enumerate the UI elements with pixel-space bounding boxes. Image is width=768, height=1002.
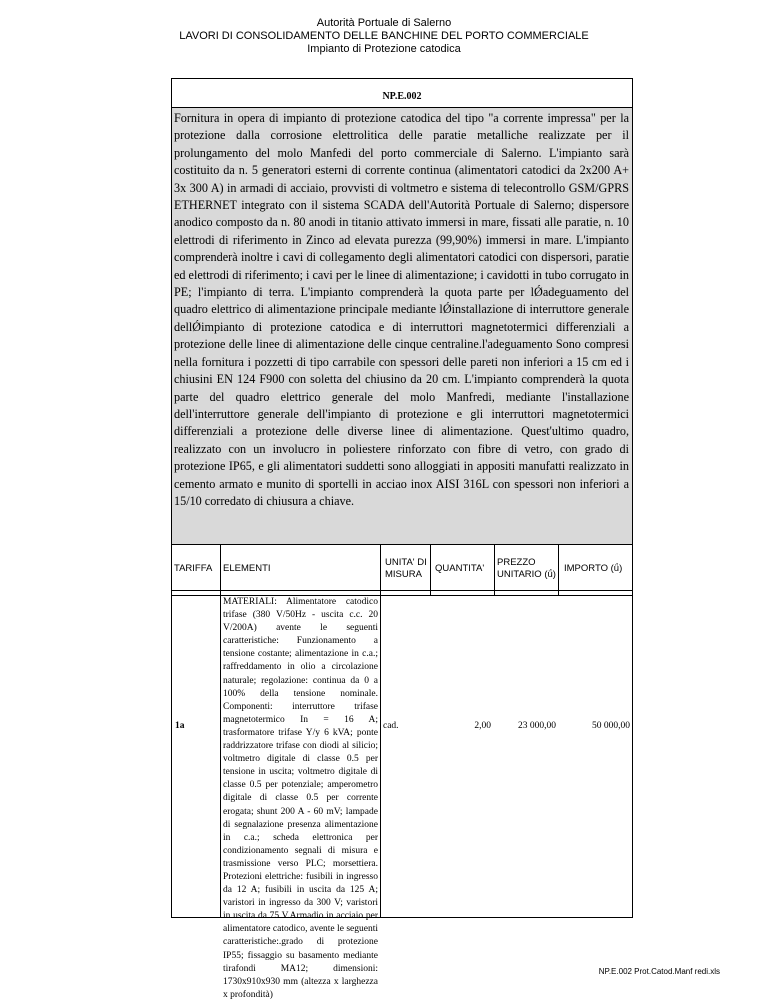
row-unita: cad. [383,721,399,731]
item-description: Fornitura in opera di impianto di protezione catodica del tipo "a corrente impressa" per la protezione dalla corrosione elettrolitica delle paratie metalliche realizzate per il prolungamento del molo Manfedi del porto commerciale di Salerno. L'impianto sarà costituito da n. 5 generatori esterni di corrente continua (alimentatori catodici da 2x200 A+ 3x 300 A) in armadi di acciaio, provvisti di voltmetro e sistema di telecontrollo GSM/GPRS ETHERNET integrato con il sistema SCADA dell'Autorità Portuale di Salerno; dispersore anodico composto da n. 80 anodi in titanio attivato immersi in mare, fissati alle paratie, n. 10 elettrodi di riferimento in Zinco ad elevata purezza (99,90%) immersi in mare. L'impianto comprenderà inoltre i cavi di collegamento degli alimentatori catodici con dispersori, paratie ed elettrodi di riferimento; i cavi per le linee di alimentazione; i cavidotti in tubo corrugato in PE; l'impianto di terra. L'impianto comprenderà la quota parte per lǾadeguamento del quadro elettrico di alimentazione principale mediante lǾinstallazione di interruttore generale dellǾimpianto di protezione catodica e di interruttori magnetotermici differenziali a protezione delle linee di alimentazione delle cinque centraline.l'adeguamento Sono compresi nella fornitura i pozzetti di tipo carrabile con spessori delle pareti non inferiori a 15 cm ed i chiusini EN 124 F900 con soletta del chiusino da 20 cm. L'impianto comprenderà la quota parte del quadro elettrico generale del molo Manfredi, mediante l'installazione dell'interruttore generale dell'impianto di protezione e gli interruttori magnetotermici differenziali a protezione delle diverse linee di alimentazione. Quest'ultimo quadro, realizzato con un involucro in poliestere rinforzato con fibre di vetro, con grado di protezione IP65, e gli alimentatori suddetti sono alloggiati in appositi manufatti realizzato in cemento armato e munito di sportelli in acciao inox AISI 316L con spessori non inferiori a 15/10 corredato di chiusura a chiave. [174,111,629,508]
header-authority: Autorità Portuale di Salerno [316,17,452,29]
col-elementi: ELEMENTI [223,563,271,574]
divider-prezzo [558,545,559,595]
col-prezzo-line2: UNITARIO (ǘ) [497,569,556,580]
col-prezzo-line1: PREZZO [497,557,536,568]
divider-elementi [380,545,381,917]
row-quantita: 2,00 [474,721,491,731]
row-importo: 50 000,00 [592,721,630,731]
col-tariffa: TARIFFA [174,563,213,574]
price-analysis-sheet [171,78,633,1000]
header-project: LAVORI DI CONSOLIDAMENTO DELLE BANCHINE DEL PORTO COMMERCIALE [179,30,589,42]
row-prezzo: 23 000,00 [518,721,556,731]
description-box [172,107,632,545]
col-unita-line1: UNITA' DI [385,557,427,568]
column-header-row [172,545,632,591]
row-elementi: MATERIALI: Alimentatore catodico trifase (380 V/50Hz - uscita c.c. 20 V/200A) avente le seguenti caratteristiche: Funzionamento a tensione costante; alimentazione in c.a.; raffreddamento in olio a circolazione naturale; regolazione: continua da 0 a 100% della tensione nominale. Componenti: interruttore trifase magnetotermico In = 16 A; trasformatore trifase Y/y 6 kVA; ponte raddrizzatore trifase con diodi al silicio; voltmetro digitale di classe 0.5 per tensione in uscita; voltmetro digitale di classe 0.5 per potenziale; amperometro digitale di classe 0.5 per corrente erogata; shunt 200 A - 60 mV; lampade di segnalazione presenza alimentazione in c.a.; scheda elettronica per condizionamento segnali di misura e trasmissione verso PLC; morsettiera. Protezioni elettriche: fusibili in ingresso da 12 A; fusibili in uscita da 125 A; varistori in ingresso da 300 V; varistori in uscita da 75 V.Armadio in acciaio per alimentatore catodico, avente le seguenti caratteristiche:.grado di protezione IP55; fissaggio su basamento mediante tirafondi MA12; dimensioni: 1730x910x930 mm (altezza x larghezza x profondità) [223,597,378,1000]
file-name-footer: NP.E.002 Prot.Catod.Manf redi.xls [598,967,720,976]
divider-quantita [494,545,495,595]
col-importo: IMPORTO (ǘ) [564,563,623,574]
col-unita-line2: MISURA [385,569,422,580]
col-quantita: QUANTITA' [435,563,485,574]
divider-tariffa [220,545,221,917]
item-code: NP.E.002 [382,91,422,102]
row-tariffa: 1a [175,721,185,731]
divider-unita [430,545,431,595]
header-subject: Impianto di Protezione catodica [307,43,461,55]
